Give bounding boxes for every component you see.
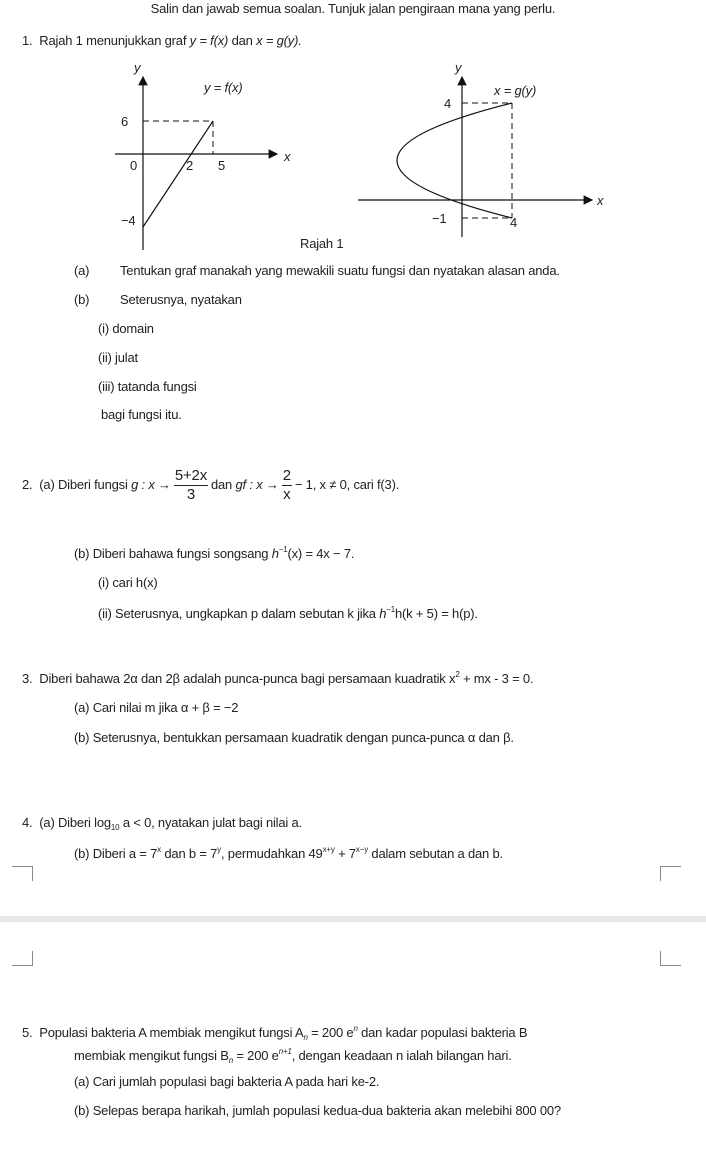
curve-label: x = g(y) — [494, 83, 537, 98]
question-4b: (b) Diberi $a = 7^x$ dan $b = 7^y$, permudahkan $49^{x+y} + 7^{x-y}$ dalam sebutan a dan b. — [74, 845, 503, 861]
question-3a: (a) Cari nilai m jika α + β = −2 — [74, 700, 239, 715]
tick-label: −1 — [432, 211, 447, 226]
question-5-line1: 5. Populasi bakteria A membiak mengikut fungsi $A_n = 200$ $e^n$ dan kadar populasi bakteria B — [22, 1024, 528, 1042]
line-f — [143, 121, 213, 227]
question-2a: 2. (a) Diberi fungsi g : x → $\frac{5+2x}{3}$ dan gf : x → $\frac{2}{x}$ − 1, x ≠ 0, cari f(3). — [22, 467, 400, 504]
y-label: y — [134, 60, 141, 75]
curve-label: y = f(x) — [204, 80, 243, 95]
tick-label: 2 — [186, 158, 194, 173]
tick-label: 0 — [130, 158, 138, 173]
question-1b: (b) Seterusnya, nyatakan — [74, 292, 242, 307]
tick-label: 4 — [444, 96, 452, 111]
tick-label: −4 — [121, 213, 136, 228]
graph-f — [115, 60, 291, 250]
graph-g — [358, 60, 604, 237]
question-1a: (a) Tentukan graf manakah yang mewakili suatu fungsi dan nyatakan alasan anda. — [74, 263, 560, 278]
question-1b-ii: (ii) julat — [98, 350, 138, 365]
x-label: x — [284, 149, 291, 164]
fraction: $\frac{2}{x}$ — [282, 467, 291, 504]
question-2b-i: (i) cari h(x) — [98, 575, 158, 590]
page-separator — [0, 916, 706, 922]
curve-g — [397, 103, 512, 218]
rajah-1-graphs — [0, 55, 706, 255]
question-5a: (a) Cari jumlah populasi bagi bakteria A pada hari ke-2. — [74, 1074, 380, 1089]
question-1-tail: bagi fungsi itu. — [101, 407, 182, 422]
figure-caption: Rajah 1 — [300, 236, 344, 251]
tick-label: 4 — [510, 215, 518, 230]
tick-label: 6 — [121, 114, 129, 129]
question-4a: 4. (a) Diberi $\log_{10} a < 0$, nyatakan julat bagi nilai a. — [22, 815, 302, 832]
fraction: $\frac{5+2x}{3}$ — [174, 467, 207, 504]
question-3: 3. Diberi bahawa 2α dan 2β adalah punca-punca bagi persamaan kuadratik $x^2$ + mx - 3 = 0. — [22, 670, 534, 686]
page-corner-mark — [660, 866, 681, 881]
question-1b-iii: (iii) tatanda fungsi — [98, 379, 197, 394]
question-5b: (b) Selepas berapa harikah, jumlah populasi kedua-dua bakteria akan melebihi 800 00? — [74, 1103, 561, 1118]
question-1b-i: (i) domain — [98, 321, 154, 336]
instructions: Salin dan jawab semua soalan. Tunjuk jalan pengiraan mana yang perlu. — [150, 1, 556, 16]
question-2b: (b) Diberi bahawa fungsi songsang $h^{-1}(x) = 4x - 7$. — [74, 545, 355, 561]
question-3b: (b) Seterusnya, bentukkan persamaan kuadratik dengan punca-punca α dan β. — [74, 730, 514, 745]
question-2b-ii: (ii) Seterusnya, ungkapkan p dalam sebutan k jika $h^{-1}h(k + 5) = h(p)$. — [98, 605, 478, 621]
page-corner-mark — [660, 951, 681, 966]
x-label: x — [597, 193, 604, 208]
page-corner-mark — [12, 866, 33, 881]
page-corner-mark — [12, 951, 33, 966]
tick-label: 5 — [218, 158, 226, 173]
y-label: y — [455, 60, 462, 75]
question-1-intro: 1. Rajah 1 menunjukkan graf y = f(x) dan x = g(y). — [22, 33, 302, 48]
question-5-line2: membiak mengikut fungsi $B_n = 200$ $e^{n+1}$, dengan keadaan n ialah bilangan hari. — [74, 1047, 512, 1065]
